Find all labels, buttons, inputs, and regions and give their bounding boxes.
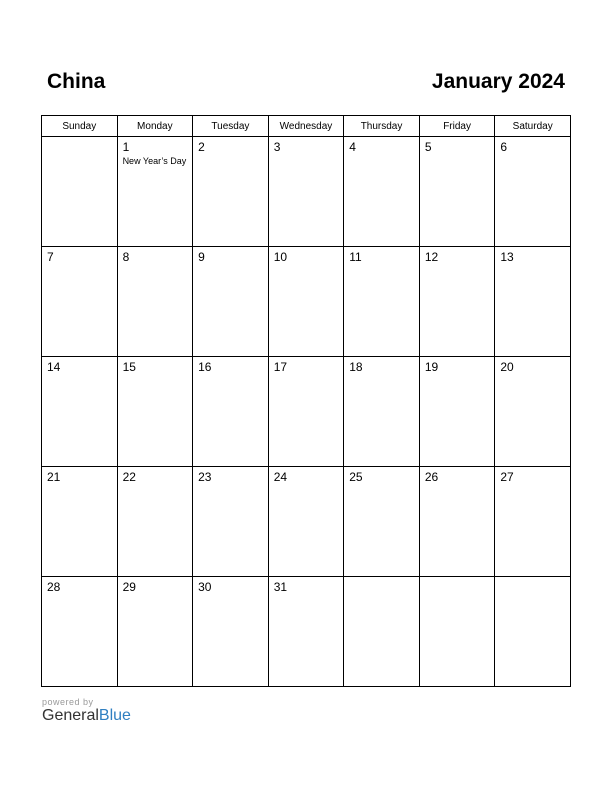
day-cell [193, 137, 269, 247]
day-cell [117, 357, 193, 467]
day-number: 28 [47, 580, 61, 594]
weekday-tuesday: Tuesday [193, 116, 269, 137]
day-number: 7 [47, 250, 54, 264]
day-number: 14 [47, 360, 61, 374]
day-number: 24 [273, 470, 288, 484]
day-cell [268, 357, 344, 467]
day-cell [419, 577, 495, 687]
day-number: 20 [500, 360, 514, 374]
day-number: 16 [198, 360, 212, 374]
weekday-wednesday: Wednesday [268, 116, 344, 137]
day-cell [42, 357, 118, 467]
day-cell [193, 357, 269, 467]
brand-blue: Blue [98, 707, 131, 724]
day-cell [117, 467, 193, 577]
brand-logo [42, 707, 131, 725]
country-title: China [47, 70, 106, 93]
day-cell [268, 577, 344, 687]
day-number: 2 [198, 140, 205, 154]
day-number: 6 [500, 140, 508, 154]
day-cell [495, 247, 571, 357]
day-cell [344, 357, 420, 467]
powered-by-text: powered by [42, 697, 94, 707]
weekday-header-row [42, 116, 571, 137]
week-row [42, 467, 571, 577]
day-cell [42, 247, 118, 357]
day-number: 22 [122, 470, 136, 484]
day-cell [344, 467, 420, 577]
day-cell [495, 357, 571, 467]
day-number: 11 [349, 250, 362, 264]
day-cell [193, 577, 269, 687]
day-number: 21 [47, 470, 61, 484]
day-number: 17 [273, 360, 288, 374]
calendar-grid [41, 115, 571, 687]
day-number: 10 [273, 250, 288, 264]
month-year-title: January 2024 [431, 70, 565, 93]
day-cell [117, 137, 193, 247]
day-cell [42, 467, 118, 577]
day-cell [193, 247, 269, 357]
day-number: 27 [500, 470, 514, 484]
week-row [42, 137, 571, 247]
brand-general: General [42, 707, 99, 724]
week-row [42, 247, 571, 357]
day-number: 30 [198, 580, 212, 594]
day-number: 1 [122, 140, 130, 154]
day-number: 5 [424, 140, 432, 154]
day-cell [268, 137, 344, 247]
day-number: 18 [349, 360, 363, 374]
day-number: 15 [122, 360, 136, 374]
holiday-label: New Year’s Day [122, 156, 187, 166]
day-number: 3 [273, 140, 281, 154]
day-cell [495, 577, 571, 687]
weekday-saturday: Saturday [495, 116, 571, 137]
day-cell [419, 247, 495, 357]
day-cell [268, 247, 344, 357]
day-number: 12 [424, 250, 439, 264]
day-number: 13 [500, 250, 514, 264]
day-number: 31 [273, 580, 288, 594]
day-number: 29 [122, 580, 136, 594]
day-cell [117, 577, 193, 687]
day-cell [344, 247, 420, 357]
weekday-thursday: Thursday [344, 116, 420, 137]
footer-branding [42, 697, 131, 725]
day-cell [344, 137, 420, 247]
day-number: 4 [349, 140, 356, 154]
day-cell [344, 577, 420, 687]
day-number: 26 [424, 470, 439, 484]
day-cell [117, 247, 193, 357]
day-cell [42, 577, 118, 687]
day-cell [419, 357, 495, 467]
week-row [42, 357, 571, 467]
weekday-sunday: Sunday [42, 116, 118, 137]
day-cell [268, 467, 344, 577]
day-number: 19 [424, 360, 439, 374]
day-cell [495, 137, 571, 247]
weekday-monday: Monday [117, 116, 193, 137]
day-number: 9 [198, 250, 205, 264]
day-cell [495, 467, 571, 577]
day-cell [193, 467, 269, 577]
day-number: 23 [198, 470, 212, 484]
day-cell [419, 467, 495, 577]
weekday-friday: Friday [419, 116, 495, 137]
week-row [42, 577, 571, 687]
day-number: 25 [349, 470, 363, 484]
day-cell [419, 137, 495, 247]
day-number: 8 [122, 250, 130, 264]
day-cell [42, 137, 118, 247]
